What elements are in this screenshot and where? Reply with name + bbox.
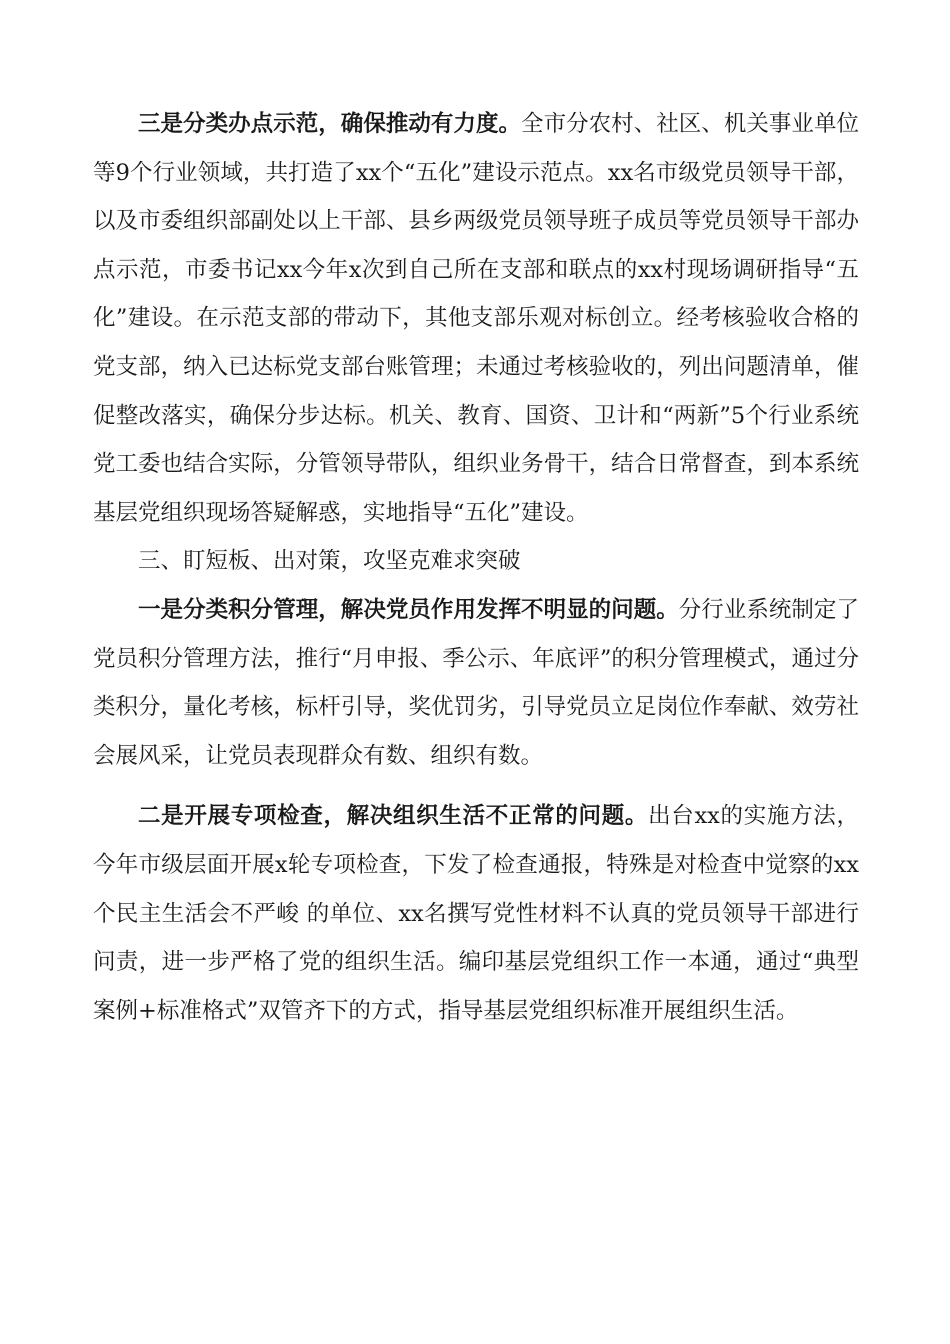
paragraph-points-management bbox=[93, 586, 859, 780]
paragraph-lead: 二是开展专项检查，解决组织生活不正常的问题。 bbox=[138, 803, 649, 830]
paragraph-special-inspection bbox=[93, 792, 859, 1035]
document-body bbox=[93, 100, 859, 1035]
section-heading: 三、盯短板、出对策，攻坚克难求突破 bbox=[138, 548, 521, 575]
paragraph-body: 出台xx的实施方法，今年市级层面开展x轮专项检查，下发了检查通报，特殊是对检查中觉察的xx个民主生活会不严峻 的单位、xx名撰写党性材料不认真的党员领导干部进行问责，进一步严格了党的组织生活。编印基层党组织工作一本通，通过“典型案例+标准格式”双管齐下的方式，指导基层党组织标准开展组织生活。 bbox=[93, 803, 859, 1024]
paragraph-lead: 三是分类办点示范，确保推动有力度。 bbox=[138, 111, 522, 137]
paragraph-body: 全市分农村、社区、机关事业单位等9个行业领域，共打造了xx个“五化”建设示范点。xx名市级党员领导干部，以及市委组织部副处以上干部、县乡两级党员领导班子成员等党员领导干部办点示范，市委书记xx今年x次到自己所在支部和联点的xx村现场调研指导“五化”建设。在示范支部的带动下，其他支部乐观对标创立。经考核验收合格的党支部，纳入已达标党支部台账管理；未通过考核验收的，列出问题清单，催促整改落实，确保分步达标。机关、教育、国资、卫计和“两新”5个行业系统党工委也结合实际，分管领导带队，组织业务骨干，结合日常督查，到本系统基层党组织现场答疑解惑，实地指导“五化”建设。 bbox=[93, 111, 859, 526]
paragraph-lead: 一是分类积分管理，解决党员作用发挥不明显的问题。 bbox=[138, 596, 679, 623]
paragraph-demonstration bbox=[93, 100, 859, 537]
paragraph-body: 分行业系统制定了党员积分管理方法，推行“月申报、季公示、年底评”的积分管理模式，通过分类积分，量化考核，标杆引导，奖优罚劣，引导党员立足岗位作奉献、效劳社会展风采，让党员表现群众有数、组织有数。 bbox=[93, 596, 859, 769]
